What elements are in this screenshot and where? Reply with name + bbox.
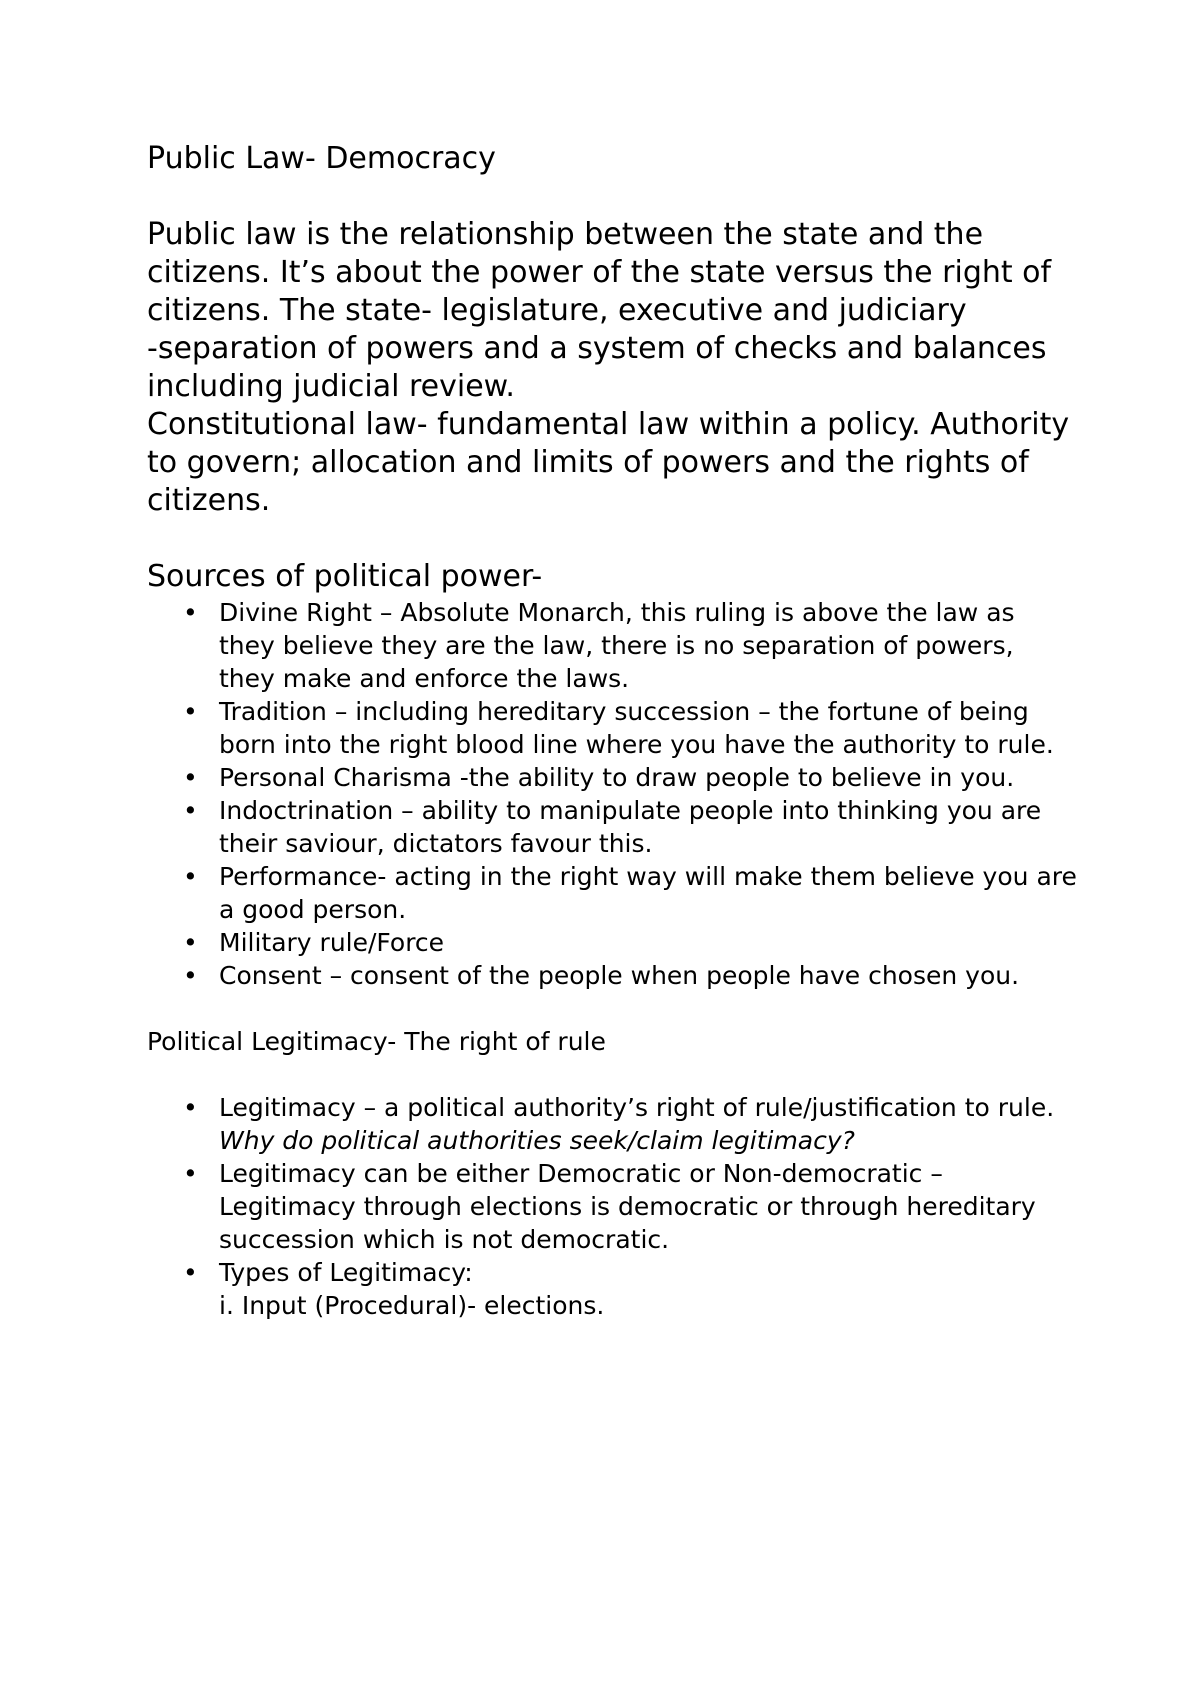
list-item [147, 596, 1077, 695]
bullet-icon: • [183, 1258, 198, 1287]
list-item-text: Types of Legitimacy: [219, 1258, 473, 1287]
list-item [147, 1256, 1077, 1322]
document-body [147, 140, 1077, 1322]
bullet-icon: • [183, 1159, 198, 1188]
list-item [147, 926, 1077, 959]
list-item-text: Military rule/Force [219, 928, 445, 957]
list-item-text: Legitimacy – a political authority’s right of rule/justification to rule. [219, 1093, 1055, 1122]
list-item-text: Personal Charisma -the ability to draw people to believe in you. [219, 763, 1015, 792]
list-item-text: Indoctrination – ability to manipulate people into thinking you are their saviour, dictators favour this. [219, 796, 1042, 858]
list-item-text: Consent – consent of the people when people have chosen you. [219, 961, 1020, 990]
list-item [147, 761, 1077, 794]
list-item-subtext: i. Input (Procedural)- elections. [219, 1291, 605, 1320]
list-item-text: Performance- acting in the right way will make them believe you are a good person. [219, 862, 1077, 924]
intro-paragraph-separation-of-powers: -separation of powers and a system of checks and balances including judicial review. [147, 331, 1047, 404]
list-item-text: Divine Right – Absolute Monarch, this ruling is above the law as they believe they are the law, there is no separation of powers, they make and enforce the laws. [219, 598, 1015, 693]
bullet-icon: • [183, 862, 198, 891]
spacer [147, 1058, 1077, 1091]
intro-paragraph-public-law: Public law is the relationship between the state and the citizens. It’s about the power of the state versus the right of citizens. The state- legislature, executive and judiciary [147, 217, 1052, 328]
list-item [147, 695, 1077, 761]
document-title: Public Law- Democracy [147, 141, 496, 176]
intro-paragraph-constitutional-law: Constitutional law- fundamental law within a policy. Authority to govern; allocation and limits of powers and the rights of citizens. [147, 407, 1070, 518]
sources-heading: Sources of political power- [147, 559, 543, 594]
bullet-icon: • [183, 697, 198, 726]
sources-list [147, 596, 1077, 992]
list-item-text: Legitimacy can be either Democratic or Non-democratic – Legitimacy through elections is democratic or through hereditary succession which is not democratic. [219, 1159, 1036, 1254]
bullet-icon: • [183, 1093, 198, 1122]
list-item [147, 794, 1077, 860]
bullet-icon: • [183, 763, 198, 792]
bullet-icon: • [183, 961, 198, 990]
list-item [147, 1157, 1077, 1256]
bullet-icon: • [183, 598, 198, 627]
bullet-icon: • [183, 928, 198, 957]
legitimacy-heading: Political Legitimacy- The right of rule [147, 1027, 606, 1056]
bullet-icon: • [183, 796, 198, 825]
list-item-text: Tradition – including hereditary succession – the fortune of being born into the right blood line where you have the authority to rule. [219, 697, 1054, 759]
list-item-italic-question: Why do political authorities seek/claim legitimacy? [219, 1126, 855, 1155]
list-item [147, 959, 1077, 992]
list-item [147, 1091, 1077, 1157]
list-item [147, 860, 1077, 926]
legitimacy-list [147, 1091, 1077, 1322]
intro-section [147, 216, 1077, 520]
